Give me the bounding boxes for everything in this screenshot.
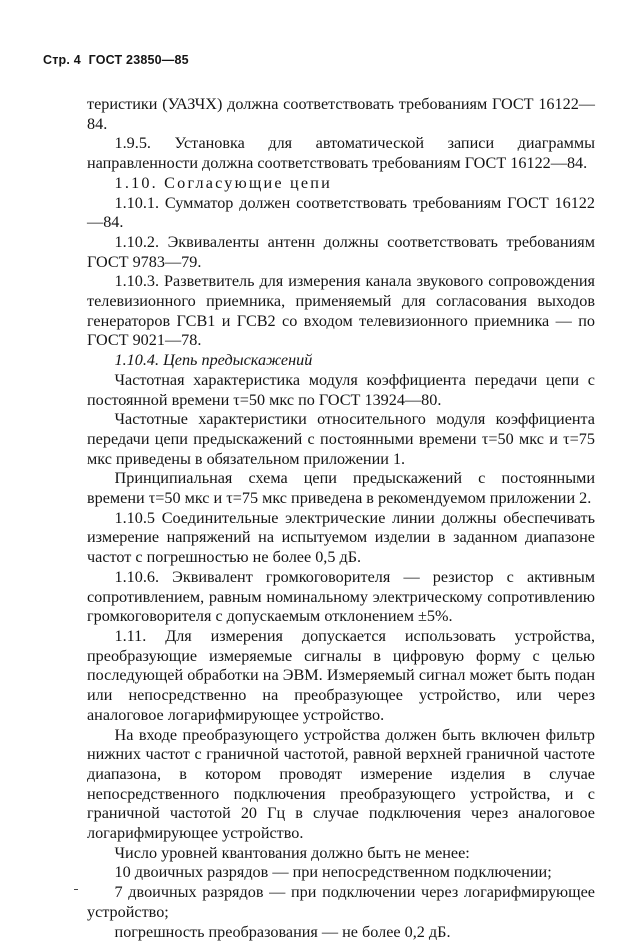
paragraph-relative-modulus: Частотные характеристики относительного модуля коэффициента передачи цепи предыскажений с постоянными времени τ=50 мкс и τ=75 мкс приведены в обязательном приложении 1. [87,410,595,468]
paragraph-quantization-levels: Число уровней квантования должно быть не менее: [114,843,470,862]
paragraph-continuation: теристики (УАЗЧХ) должна соответствовать требованиям ГОСТ 16122—84. [87,95,595,133]
clause-1-9-5: 1.9.5. Установка для автоматической записи диаграммы направленности должна соответствовать требованиям ГОСТ 16122—84. [87,134,595,173]
clause-1-10-1: 1.10.1. Сумматор должен соответствовать требованиям ГОСТ 16122—84. [87,193,595,232]
list-item-log-connection: 7 двоичных разрядов — при подключении через логарифмирующее устройство; [87,883,595,921]
clause-1-10-4-heading: 1.10.4. Цепь предыскажений [114,351,313,370]
clause-1-10-6: 1.10.6. Эквивалент громкоговорителя — резистор с активным сопротивлением, равным номинальному электрическому сопротивлению громкоговорителя с допускаемым отклонением ±5%. [87,567,595,626]
list-item-conversion-error: погрешность преобразования — не более 0,2 дБ. [114,922,451,941]
clause-1-10-2: 1.10.2. Эквиваленты антенн должны соответствовать требованиям ГОСТ 9783—79. [87,232,595,271]
standard-designation: ГОСТ 23850—85 [88,53,189,67]
clause-1-11: 1.11. Для измерения допускается использовать устройства, преобразующие измеряемые сигналы в цифровую форму с целью последующей обработки на ЭВМ. Измеряемый сигнал может быть подан или непосредственно на преобразующее устройство, или через аналоговое логарифмирующее устройство. [87,626,595,724]
clause-1-10-5: 1.10.5 Соединительные электрические линии должны обеспечивать измерение напряжений на испытуемом изделии в заданном диапазоне частот с погрешностью не более 0,5 дБ. [87,508,595,567]
document-body [87,95,595,942]
paragraph-input-filter: На входе преобразующего устройства должен быть включен фильтр нижних частот с граничной частотой, равной верхней граничной частоте диапазона, в котором проводят измерение изделия в случае непосредственного подключения преобразующего устройства, и с граничной частотой 20 Гц в случае подключения через аналоговое логарифмирующее устройство. [87,725,595,843]
scan-mark [74,889,78,890]
section-heading-1-10: 1.10. Согласующие цепи [114,173,333,192]
list-item-direct-connection: 10 двоичных разрядов — при непосредственном подключении; [114,863,552,882]
paragraph-schematic: Принципиальная схема цепи предыскажений с постоянными времени τ=50 мкс и τ=75 мкс приведена в рекомендуемом приложении 2. [87,469,595,508]
paragraph-frequency-characteristic: Частотная характеристика модуля коэффициента передачи цепи с постоянной времени τ=50 мкс по ГОСТ 13924—80. [87,370,595,409]
page-number: Стр. 4 [43,53,81,67]
clause-1-10-3: 1.10.3. Разветвитель для измерения канала звукового сопровождения телевизионного приемника, применяемый для согласования выходов генераторов ГСВ1 и ГСВ2 со входом телевизионного приемника — по ГОСТ 9021—78. [87,272,595,350]
page-header [43,53,193,67]
